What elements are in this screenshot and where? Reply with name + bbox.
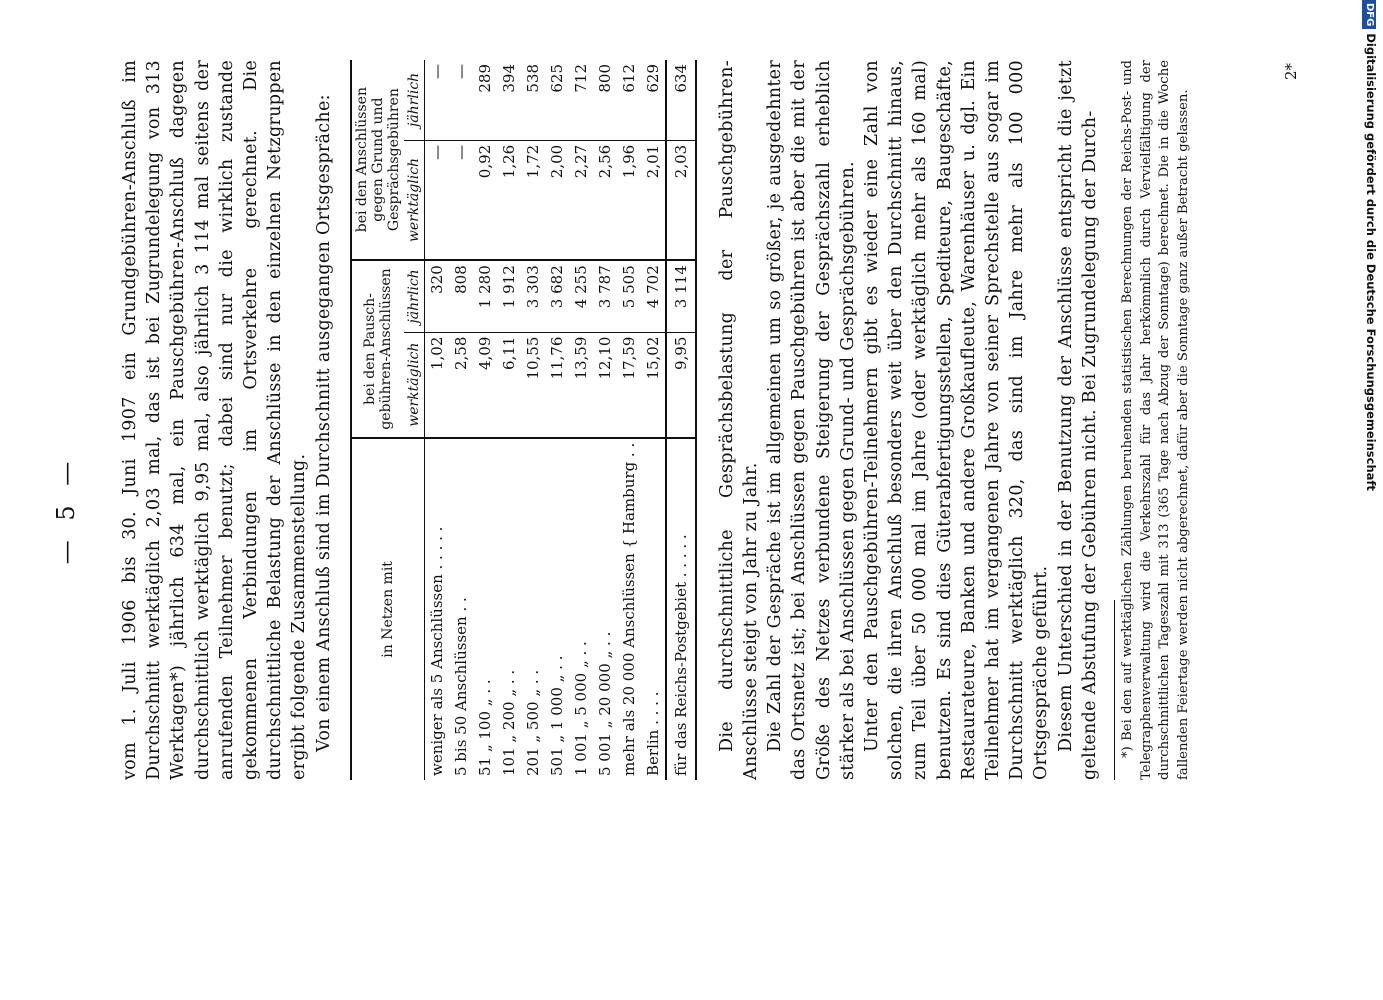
- table-total-row: [666, 60, 696, 780]
- cell-grund-jahr: 289: [473, 60, 497, 140]
- cell-grund-werk: 0,92: [473, 140, 497, 260]
- table-row: [569, 60, 593, 780]
- header-pausch-werktaeglich: werktäglich: [404, 332, 425, 438]
- table-row: [449, 60, 473, 780]
- statistics-table: [350, 60, 697, 780]
- table-row: [424, 60, 449, 780]
- document-page: [0, 20, 1383, 1000]
- cell-grund-werk: 2,27: [569, 140, 593, 260]
- row-label: 101 „ 200 „ . .: [499, 669, 518, 776]
- cell-grund-werk: 1,72: [521, 140, 545, 260]
- row-label: 201 „ 500 „ . .: [523, 669, 542, 776]
- row-label: weniger als 5 Anschlüssen . . . . .: [427, 526, 446, 776]
- cell-pausch-werk: 12,10: [593, 332, 617, 438]
- intro-paragraph: vom 1. Juli 1906 bis 30. Juni 1907 ein Grundgebühren-Anschluß im Durchschnitt werktäglich 2,03 mal, das ist bei Zugrundelegung von 313 Werktagen*) jährlich 634 mal, ein Pauschgebühren-Anschluß dagegen durchschnittlich werktäglich 9,95 mal, also jährlich 3 114 mal seitens der anrufenden Teilnehmer benutzt; dabei sind nur die wirklich zustande gekommenen Verbindungen im Ortsverkehre gerechnet. Die durchschnittliche Belastung der Anschlüsse in den einzelnen Netzgruppen ergibt folgende Zusammenstellung.: [120, 60, 310, 780]
- cell-pausch-jahr: 5 505: [617, 260, 641, 332]
- cell-grund-werk: 2,56: [593, 140, 617, 260]
- paragraph-4: Diesem Unterschied in der Benutzung der Anschlüsse entspricht die jetzt geltende Abstufung der Gebühren nicht. Bei Zugrundelegung der Durch-: [1055, 60, 1100, 780]
- header-pausch: bei den Pausch-gebühren-Anschlüssen: [351, 260, 404, 438]
- table-row: [545, 60, 569, 780]
- header-grund-jaehrlich: jährlich: [404, 60, 425, 140]
- cell-pausch-werk: 13,59: [569, 332, 593, 438]
- cell-pausch-werk: 11,76: [545, 332, 569, 438]
- dfg-credit-text: Digitalisierung gefördert durch die Deutsche Forschungsgemeinschaft: [1364, 33, 1378, 491]
- row-label: 51 „ 100 „ . .: [475, 679, 494, 776]
- cell-pausch-werk: 2,58: [449, 332, 473, 438]
- main-column: [118, 60, 1193, 780]
- header-nets: in Netzen mit: [351, 438, 425, 780]
- cell-grund-jahr: —: [449, 60, 473, 140]
- table-row: [521, 60, 545, 780]
- header-pausch-jaehrlich: jährlich: [404, 260, 425, 332]
- header-grund: bei den Anschlüssen gegen Grund und Gesprächsgebühren: [351, 60, 404, 260]
- table-row: [497, 60, 521, 780]
- cell-pausch-jahr: 3 787: [593, 260, 617, 332]
- cell-pausch-jahr: 3 682: [545, 260, 569, 332]
- table-row: [641, 60, 666, 780]
- page-number: — 5 —: [52, 455, 80, 565]
- total-grund-werk: 2,03: [666, 140, 696, 260]
- cell-pausch-jahr: 4 255: [569, 260, 593, 332]
- total-grund-jahr: 634: [666, 60, 696, 140]
- cell-pausch-werk: 4,09: [473, 332, 497, 438]
- row-label: 5 001 „ 20 000 „ . .: [595, 631, 614, 776]
- footnote-rule: [1114, 600, 1115, 780]
- cell-pausch-jahr: 320: [424, 260, 449, 332]
- cell-grund-jahr: 394: [497, 60, 521, 140]
- cell-pausch-werk: 6,11: [497, 332, 521, 438]
- cell-grund-werk: 2,01: [641, 140, 666, 260]
- cell-grund-jahr: 612: [617, 60, 641, 140]
- cell-pausch-werk: 17,59: [617, 332, 641, 438]
- paragraph-2: Die Zahl der Gespräche ist im allgemeinen um so größer, je ausgedehnter das Ortsnetz ist; bei Anschlüssen gegen Pauschgebühren ist aber die mit der Größe des Netzes verbundene Steigerung der Gesprächszahl erheblich stärker als bei Anschlüssen gegen Grund- und Gesprächsgebühren.: [765, 60, 858, 780]
- total-pausch-werk: 9,95: [666, 332, 696, 438]
- row-label: mehr als 20 000 Anschlüssen { Hamburg . .: [619, 442, 638, 776]
- table-row: [593, 60, 617, 780]
- cell-pausch-werk: 15,02: [641, 332, 666, 438]
- cell-pausch-werk: 10,55: [521, 332, 545, 438]
- total-pausch-jahr: 3 114: [666, 260, 696, 332]
- cell-pausch-jahr: 4 702: [641, 260, 666, 332]
- cell-pausch-werk: 1,02: [424, 332, 449, 438]
- paragraph-3: Unter den Pauschgebühren-Teilnehmern gibt es wieder eine Zahl von solchen, die ihren Anschluß besonders weit über den Durchschnitt hinaus, zum Teil über 50 000 mal im Jahre (oder werktäglich mehr als 160 mal) benutzen. Es sind dies Güterabfertigungsstellen, Spediteure, Baugeschäfte, Restaurateure, Banken und andere Großkaufleute, Warenhäuser u. dgl. Ein Teilnehmer hat im vergangenen Jahre von seiner Sprechstelle aus sogar im Durchschnitt werktäglich 320, das sind im Jahre mehr als 100 000 Ortsgespräche geführt.: [862, 60, 1052, 780]
- table-row: [473, 60, 497, 780]
- dfg-credit: [1359, 0, 1383, 992]
- cell-grund-werk: —: [424, 140, 449, 260]
- cell-grund-jahr: 712: [569, 60, 593, 140]
- row-label: 1 001 „ 5 000 „ . .: [571, 641, 590, 776]
- header-grund-werktaeglich: werktäglich: [404, 140, 425, 260]
- cell-pausch-jahr: 3 303: [521, 260, 545, 332]
- dfg-logo: DFG: [1362, 0, 1376, 29]
- footnote: *) Bei den auf werktäglichen Zählungen beruhenden statistischen Berechnungen der Reichs-Post- und Telegraphenverwaltung wird die Verkehrszahl für das Jahr herkömmlich durch Vervielfältigung der durchschnittlichen Tageszahl mit 313 (365 Tage nach Abzug der Sonntage) berechnet. Die in die Woche fallenden Feiertage werden nicht abgerechnet, dafür aber die Sonntage ganz außer Betracht gelassen.: [1120, 60, 1191, 780]
- cell-pausch-jahr: 1 280: [473, 260, 497, 332]
- row-label: 5 bis 50 Anschlüssen . .: [451, 597, 470, 776]
- cell-grund-jahr: —: [424, 60, 449, 140]
- cell-grund-jahr: 625: [545, 60, 569, 140]
- cell-grund-werk: 1,26: [497, 140, 521, 260]
- cell-grund-werk: 1,96: [617, 140, 641, 260]
- cell-pausch-jahr: 1 912: [497, 260, 521, 332]
- paragraph-1: Die durchschnittliche Gesprächsbelastung der Pauschgebühren-Anschlüsse steigt von Jahr zu Jahr.: [716, 60, 762, 780]
- table-lead-text: Von einem Anschluß sind im Durchschnitt ausgegangen Ortsgespräche:: [313, 94, 334, 752]
- table-body: [424, 60, 666, 780]
- row-label: Berlin . . . .: [643, 691, 662, 776]
- cell-grund-werk: 2,00: [545, 140, 569, 260]
- cell-grund-werk: —: [449, 140, 473, 260]
- cell-grund-jahr: 538: [521, 60, 545, 140]
- table-row: [617, 60, 641, 780]
- row-label: 501 „ 1 000 „ . .: [547, 655, 566, 776]
- signature-mark: 2*: [1282, 62, 1300, 80]
- total-label: für das Reichs-Postgebiet . . . . .: [666, 438, 696, 780]
- cell-grund-jahr: 629: [641, 60, 666, 140]
- cell-grund-jahr: 800: [593, 60, 617, 140]
- cell-pausch-jahr: 808: [449, 260, 473, 332]
